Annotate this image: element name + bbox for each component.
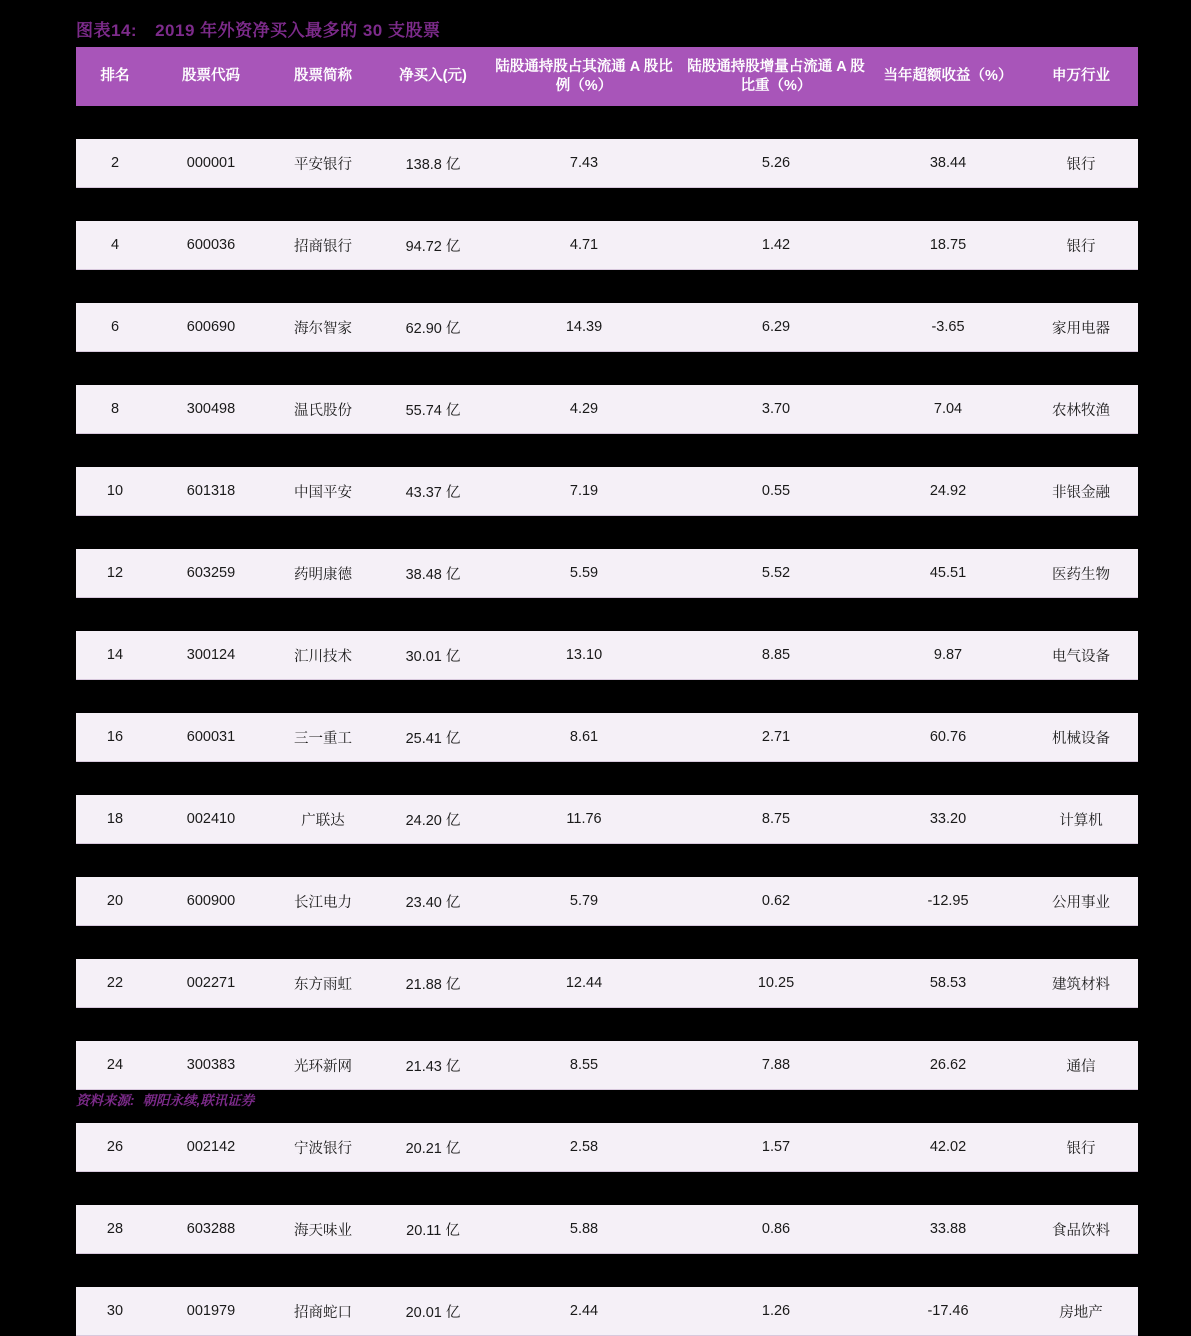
cell-code: 600900 bbox=[154, 877, 268, 926]
table-row-redacted bbox=[76, 926, 1138, 960]
redacted-cell bbox=[378, 1172, 488, 1206]
cell-rank: 2 bbox=[76, 139, 154, 188]
cell-holding-increase: 5.52 bbox=[680, 549, 872, 598]
cell-industry: 银行 bbox=[1024, 1123, 1138, 1172]
redacted-cell bbox=[1024, 516, 1138, 550]
cell-holding-increase: 2.71 bbox=[680, 713, 872, 762]
redacted-cell bbox=[76, 1008, 154, 1042]
redacted-cell bbox=[268, 106, 378, 139]
cell-rank: 24 bbox=[76, 1041, 154, 1090]
cell-code: 603288 bbox=[154, 1205, 268, 1254]
cell-holding-increase: 5.26 bbox=[680, 139, 872, 188]
redacted-cell bbox=[268, 844, 378, 878]
cell-net-buy: 138.8 亿 bbox=[378, 139, 488, 188]
redacted-cell bbox=[154, 516, 268, 550]
cell-industry: 非银金融 bbox=[1024, 467, 1138, 516]
cell-holding-increase: 8.75 bbox=[680, 795, 872, 844]
redacted-cell bbox=[488, 1254, 680, 1288]
redacted-cell bbox=[680, 516, 872, 550]
cell-code: 001979 bbox=[154, 1287, 268, 1336]
redacted-cell bbox=[76, 844, 154, 878]
cell-industry: 公用事业 bbox=[1024, 877, 1138, 926]
cell-name: 广联达 bbox=[268, 795, 378, 844]
cell-holding-increase: 1.26 bbox=[680, 1287, 872, 1336]
cell-net-buy: 55.74 亿 bbox=[378, 385, 488, 434]
redacted-cell bbox=[76, 188, 154, 222]
redacted-cell bbox=[872, 1008, 1024, 1042]
redacted-cell bbox=[1024, 762, 1138, 796]
redacted-cell bbox=[680, 1254, 872, 1288]
redacted-cell bbox=[680, 1090, 872, 1124]
cell-net-buy: 24.20 亿 bbox=[378, 795, 488, 844]
redacted-cell bbox=[378, 270, 488, 304]
table-row-redacted bbox=[76, 762, 1138, 796]
table-row bbox=[76, 221, 1138, 270]
cell-name: 汇川技术 bbox=[268, 631, 378, 680]
table-row bbox=[76, 713, 1138, 762]
cell-industry: 建筑材料 bbox=[1024, 959, 1138, 1008]
redacted-cell bbox=[680, 188, 872, 222]
redacted-cell bbox=[268, 598, 378, 632]
redacted-cell bbox=[154, 598, 268, 632]
source-label: 资料来源: bbox=[76, 1093, 135, 1108]
table-row-redacted bbox=[76, 680, 1138, 714]
redacted-cell bbox=[1024, 270, 1138, 304]
cell-rank: 12 bbox=[76, 549, 154, 598]
cell-name: 光环新网 bbox=[268, 1041, 378, 1090]
table-row-redacted bbox=[76, 106, 1138, 139]
cell-name: 中国平安 bbox=[268, 467, 378, 516]
cell-rank: 22 bbox=[76, 959, 154, 1008]
redacted-cell bbox=[76, 106, 154, 139]
redacted-cell bbox=[872, 188, 1024, 222]
cell-net-buy: 25.41 亿 bbox=[378, 713, 488, 762]
cell-industry: 机械设备 bbox=[1024, 713, 1138, 762]
table-row-redacted bbox=[76, 1172, 1138, 1206]
cell-net-buy: 20.21 亿 bbox=[378, 1123, 488, 1172]
redacted-cell bbox=[488, 926, 680, 960]
redacted-cell bbox=[268, 434, 378, 468]
table-row bbox=[76, 1123, 1138, 1172]
redacted-cell bbox=[872, 762, 1024, 796]
redacted-cell bbox=[268, 680, 378, 714]
redacted-cell bbox=[680, 1172, 872, 1206]
cell-rank: 20 bbox=[76, 877, 154, 926]
cell-code: 000001 bbox=[154, 139, 268, 188]
redacted-cell bbox=[268, 1172, 378, 1206]
redacted-cell bbox=[488, 434, 680, 468]
cell-holding-increase: 1.57 bbox=[680, 1123, 872, 1172]
cell-holding-ratio: 8.55 bbox=[488, 1041, 680, 1090]
cell-holding-increase: 6.29 bbox=[680, 303, 872, 352]
cell-excess-return: 7.04 bbox=[872, 385, 1024, 434]
cell-holding-increase: 0.55 bbox=[680, 467, 872, 516]
redacted-cell bbox=[872, 1090, 1024, 1124]
cell-name: 招商银行 bbox=[268, 221, 378, 270]
table-row-redacted bbox=[76, 1254, 1138, 1288]
cell-industry: 家用电器 bbox=[1024, 303, 1138, 352]
redacted-cell bbox=[872, 106, 1024, 139]
cell-name: 招商蛇口 bbox=[268, 1287, 378, 1336]
source-note bbox=[76, 1089, 254, 1109]
cell-net-buy: 21.88 亿 bbox=[378, 959, 488, 1008]
cell-holding-ratio: 2.58 bbox=[488, 1123, 680, 1172]
redacted-cell bbox=[154, 188, 268, 222]
redacted-cell bbox=[378, 1090, 488, 1124]
redacted-cell bbox=[488, 680, 680, 714]
cell-code: 300124 bbox=[154, 631, 268, 680]
redacted-cell bbox=[1024, 1008, 1138, 1042]
cell-holding-increase: 0.86 bbox=[680, 1205, 872, 1254]
redacted-cell bbox=[488, 270, 680, 304]
cell-excess-return: -12.95 bbox=[872, 877, 1024, 926]
redacted-cell bbox=[154, 270, 268, 304]
table-row bbox=[76, 877, 1138, 926]
redacted-cell bbox=[268, 1254, 378, 1288]
cell-industry: 电气设备 bbox=[1024, 631, 1138, 680]
redacted-cell bbox=[488, 1008, 680, 1042]
cell-holding-ratio: 4.71 bbox=[488, 221, 680, 270]
cell-holding-increase: 1.42 bbox=[680, 221, 872, 270]
redacted-cell bbox=[268, 352, 378, 386]
redacted-cell bbox=[1024, 844, 1138, 878]
cell-rank: 14 bbox=[76, 631, 154, 680]
redacted-cell bbox=[680, 926, 872, 960]
redacted-cell bbox=[680, 762, 872, 796]
redacted-cell bbox=[268, 926, 378, 960]
redacted-cell bbox=[488, 516, 680, 550]
cell-industry: 银行 bbox=[1024, 221, 1138, 270]
redacted-cell bbox=[872, 352, 1024, 386]
cell-code: 002142 bbox=[154, 1123, 268, 1172]
redacted-cell bbox=[872, 1254, 1024, 1288]
table-row-redacted bbox=[76, 188, 1138, 222]
cell-holding-ratio: 4.29 bbox=[488, 385, 680, 434]
redacted-cell bbox=[680, 1008, 872, 1042]
col-header-name: 股票简称 bbox=[268, 47, 378, 106]
redacted-cell bbox=[488, 1172, 680, 1206]
redacted-cell bbox=[680, 680, 872, 714]
redacted-cell bbox=[268, 516, 378, 550]
redacted-cell bbox=[154, 1254, 268, 1288]
redacted-cell bbox=[680, 844, 872, 878]
redacted-cell bbox=[488, 762, 680, 796]
redacted-cell bbox=[1024, 1254, 1138, 1288]
redacted-cell bbox=[378, 598, 488, 632]
cell-holding-ratio: 13.10 bbox=[488, 631, 680, 680]
redacted-cell bbox=[488, 1090, 680, 1124]
table-row bbox=[76, 1287, 1138, 1336]
table-header-row bbox=[76, 47, 1138, 106]
cell-excess-return: -17.46 bbox=[872, 1287, 1024, 1336]
redacted-cell bbox=[268, 188, 378, 222]
table-row bbox=[76, 467, 1138, 516]
redacted-cell bbox=[154, 1008, 268, 1042]
cell-name: 药明康德 bbox=[268, 549, 378, 598]
redacted-cell bbox=[488, 598, 680, 632]
redacted-cell bbox=[378, 1254, 488, 1288]
cell-holding-ratio: 11.76 bbox=[488, 795, 680, 844]
col-header-code: 股票代码 bbox=[154, 47, 268, 106]
redacted-cell bbox=[76, 1254, 154, 1288]
cell-code: 300498 bbox=[154, 385, 268, 434]
cell-holding-increase: 3.70 bbox=[680, 385, 872, 434]
cell-holding-increase: 0.62 bbox=[680, 877, 872, 926]
cell-net-buy: 62.90 亿 bbox=[378, 303, 488, 352]
cell-net-buy: 21.43 亿 bbox=[378, 1041, 488, 1090]
table-row bbox=[76, 959, 1138, 1008]
redacted-cell bbox=[378, 680, 488, 714]
redacted-cell bbox=[268, 270, 378, 304]
col-header-excess-return: 当年超额收益（%） bbox=[872, 47, 1024, 106]
table-row-redacted bbox=[76, 1008, 1138, 1042]
redacted-cell bbox=[154, 680, 268, 714]
redacted-cell bbox=[378, 516, 488, 550]
cell-code: 603259 bbox=[154, 549, 268, 598]
cell-excess-return: 60.76 bbox=[872, 713, 1024, 762]
redacted-cell bbox=[378, 1008, 488, 1042]
redacted-cell bbox=[872, 926, 1024, 960]
redacted-cell bbox=[76, 1172, 154, 1206]
cell-name: 温氏股份 bbox=[268, 385, 378, 434]
cell-excess-return: 26.62 bbox=[872, 1041, 1024, 1090]
table-row-redacted bbox=[76, 352, 1138, 386]
cell-code: 002410 bbox=[154, 795, 268, 844]
redacted-cell bbox=[488, 844, 680, 878]
table-row bbox=[76, 549, 1138, 598]
redacted-cell bbox=[154, 762, 268, 796]
redacted-cell bbox=[154, 352, 268, 386]
cell-name: 三一重工 bbox=[268, 713, 378, 762]
cell-holding-ratio: 5.79 bbox=[488, 877, 680, 926]
redacted-cell bbox=[76, 598, 154, 632]
redacted-cell bbox=[268, 1008, 378, 1042]
cell-industry: 食品饮料 bbox=[1024, 1205, 1138, 1254]
redacted-cell bbox=[680, 598, 872, 632]
redacted-cell bbox=[76, 434, 154, 468]
table-row bbox=[76, 303, 1138, 352]
cell-code: 300383 bbox=[154, 1041, 268, 1090]
col-header-net-buy: 净买入(元) bbox=[378, 47, 488, 106]
redacted-cell bbox=[154, 106, 268, 139]
cell-holding-ratio: 5.88 bbox=[488, 1205, 680, 1254]
cell-industry: 农林牧渔 bbox=[1024, 385, 1138, 434]
redacted-cell bbox=[1024, 434, 1138, 468]
redacted-cell bbox=[378, 188, 488, 222]
cell-rank: 10 bbox=[76, 467, 154, 516]
redacted-cell bbox=[154, 434, 268, 468]
redacted-cell bbox=[268, 762, 378, 796]
cell-rank: 4 bbox=[76, 221, 154, 270]
cell-rank: 8 bbox=[76, 385, 154, 434]
table-row bbox=[76, 385, 1138, 434]
stock-table bbox=[76, 47, 1138, 1336]
col-header-holding-increase: 陆股通持股增量占流通 A 股比重（%） bbox=[680, 47, 872, 106]
cell-net-buy: 94.72 亿 bbox=[378, 221, 488, 270]
source-text: 朝阳永续,联讯证券 bbox=[142, 1093, 255, 1108]
redacted-cell bbox=[76, 926, 154, 960]
table-row bbox=[76, 1041, 1138, 1090]
redacted-cell bbox=[488, 352, 680, 386]
table-row-redacted bbox=[76, 434, 1138, 468]
redacted-cell bbox=[76, 680, 154, 714]
cell-excess-return: 9.87 bbox=[872, 631, 1024, 680]
cell-holding-ratio: 8.61 bbox=[488, 713, 680, 762]
redacted-cell bbox=[1024, 926, 1138, 960]
redacted-cell bbox=[680, 106, 872, 139]
redacted-cell bbox=[872, 434, 1024, 468]
cell-holding-increase: 10.25 bbox=[680, 959, 872, 1008]
table-body bbox=[76, 106, 1138, 1336]
redacted-cell bbox=[680, 434, 872, 468]
col-header-industry: 申万行业 bbox=[1024, 47, 1138, 106]
cell-name: 海尔智家 bbox=[268, 303, 378, 352]
redacted-cell bbox=[488, 106, 680, 139]
redacted-cell bbox=[872, 680, 1024, 714]
redacted-cell bbox=[268, 1090, 378, 1124]
cell-rank: 26 bbox=[76, 1123, 154, 1172]
cell-excess-return: -3.65 bbox=[872, 303, 1024, 352]
table-row bbox=[76, 631, 1138, 680]
cell-rank: 28 bbox=[76, 1205, 154, 1254]
cell-net-buy: 38.48 亿 bbox=[378, 549, 488, 598]
cell-name: 宁波银行 bbox=[268, 1123, 378, 1172]
cell-holding-ratio: 7.19 bbox=[488, 467, 680, 516]
col-header-holding-ratio: 陆股通持股占其流通 A 股比例（%） bbox=[488, 47, 680, 106]
cell-net-buy: 20.11 亿 bbox=[378, 1205, 488, 1254]
cell-excess-return: 58.53 bbox=[872, 959, 1024, 1008]
cell-name: 平安银行 bbox=[268, 139, 378, 188]
redacted-cell bbox=[872, 270, 1024, 304]
figure-index: 图表14: bbox=[76, 21, 138, 40]
cell-holding-ratio: 14.39 bbox=[488, 303, 680, 352]
cell-excess-return: 45.51 bbox=[872, 549, 1024, 598]
cell-name: 长江电力 bbox=[268, 877, 378, 926]
redacted-cell bbox=[872, 1172, 1024, 1206]
cell-code: 600690 bbox=[154, 303, 268, 352]
redacted-cell bbox=[1024, 680, 1138, 714]
col-header-rank: 排名 bbox=[76, 47, 154, 106]
redacted-cell bbox=[488, 188, 680, 222]
cell-net-buy: 30.01 亿 bbox=[378, 631, 488, 680]
cell-holding-increase: 7.88 bbox=[680, 1041, 872, 1090]
redacted-cell bbox=[1024, 188, 1138, 222]
cell-holding-ratio: 12.44 bbox=[488, 959, 680, 1008]
cell-industry: 房地产 bbox=[1024, 1287, 1138, 1336]
cell-rank: 16 bbox=[76, 713, 154, 762]
redacted-cell bbox=[76, 762, 154, 796]
cell-holding-ratio: 7.43 bbox=[488, 139, 680, 188]
cell-industry: 医药生物 bbox=[1024, 549, 1138, 598]
cell-holding-ratio: 5.59 bbox=[488, 549, 680, 598]
table-row-redacted bbox=[76, 598, 1138, 632]
table-row bbox=[76, 795, 1138, 844]
redacted-cell bbox=[872, 598, 1024, 632]
cell-excess-return: 33.20 bbox=[872, 795, 1024, 844]
cell-industry: 计算机 bbox=[1024, 795, 1138, 844]
redacted-cell bbox=[378, 106, 488, 139]
cell-excess-return: 24.92 bbox=[872, 467, 1024, 516]
redacted-cell bbox=[76, 352, 154, 386]
redacted-cell bbox=[680, 270, 872, 304]
figure-title-text: 2019 年外资净买入最多的 30 支股票 bbox=[155, 21, 441, 40]
redacted-cell bbox=[1024, 1090, 1138, 1124]
redacted-cell bbox=[378, 434, 488, 468]
cell-name: 东方雨虹 bbox=[268, 959, 378, 1008]
page-title bbox=[76, 16, 440, 41]
cell-holding-increase: 8.85 bbox=[680, 631, 872, 680]
cell-net-buy: 23.40 亿 bbox=[378, 877, 488, 926]
redacted-cell bbox=[680, 352, 872, 386]
cell-excess-return: 42.02 bbox=[872, 1123, 1024, 1172]
cell-industry: 通信 bbox=[1024, 1041, 1138, 1090]
redacted-cell bbox=[154, 926, 268, 960]
cell-code: 600036 bbox=[154, 221, 268, 270]
cell-net-buy: 43.37 亿 bbox=[378, 467, 488, 516]
cell-excess-return: 33.88 bbox=[872, 1205, 1024, 1254]
redacted-cell bbox=[378, 926, 488, 960]
redacted-cell bbox=[378, 762, 488, 796]
cell-code: 601318 bbox=[154, 467, 268, 516]
table-row-redacted bbox=[76, 844, 1138, 878]
redacted-cell bbox=[76, 270, 154, 304]
cell-holding-ratio: 2.44 bbox=[488, 1287, 680, 1336]
cell-excess-return: 38.44 bbox=[872, 139, 1024, 188]
redacted-cell bbox=[872, 516, 1024, 550]
redacted-cell bbox=[872, 844, 1024, 878]
redacted-cell bbox=[1024, 106, 1138, 139]
cell-name: 海天味业 bbox=[268, 1205, 378, 1254]
table-row bbox=[76, 139, 1138, 188]
cell-excess-return: 18.75 bbox=[872, 221, 1024, 270]
table-row-redacted bbox=[76, 270, 1138, 304]
cell-code: 600031 bbox=[154, 713, 268, 762]
cell-code: 002271 bbox=[154, 959, 268, 1008]
table-row bbox=[76, 1205, 1138, 1254]
cell-industry: 银行 bbox=[1024, 139, 1138, 188]
cell-rank: 30 bbox=[76, 1287, 154, 1336]
redacted-cell bbox=[378, 352, 488, 386]
redacted-cell bbox=[154, 1172, 268, 1206]
redacted-cell bbox=[154, 844, 268, 878]
redacted-cell bbox=[76, 516, 154, 550]
redacted-cell bbox=[1024, 1172, 1138, 1206]
redacted-cell bbox=[1024, 598, 1138, 632]
redacted-cell bbox=[378, 844, 488, 878]
cell-rank: 18 bbox=[76, 795, 154, 844]
redacted-cell bbox=[1024, 352, 1138, 386]
cell-net-buy: 20.01 亿 bbox=[378, 1287, 488, 1336]
cell-rank: 6 bbox=[76, 303, 154, 352]
table-row-redacted bbox=[76, 516, 1138, 550]
